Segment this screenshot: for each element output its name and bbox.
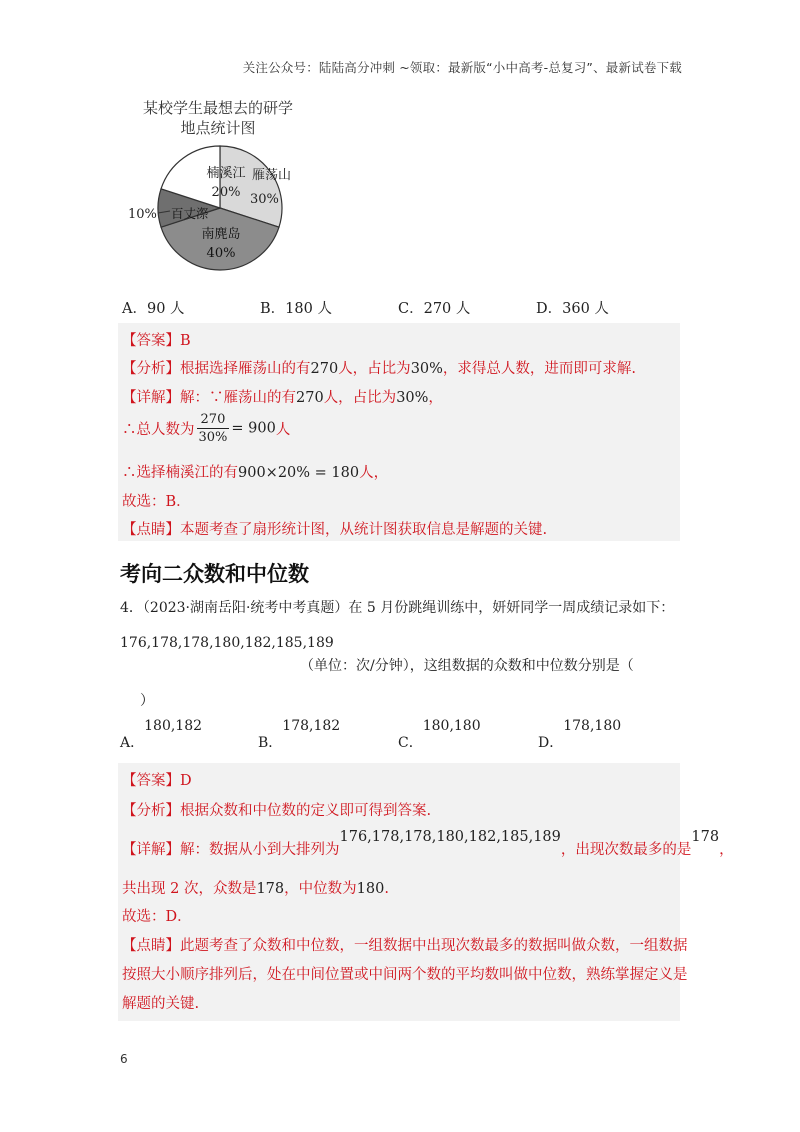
q4-option-b: B．178,182	[258, 718, 341, 751]
page-header: 关注公众号：陆陆高分冲刺 ~领取：最新版“小中高考-总复习”、最新试卷下载	[242, 60, 682, 75]
answer-tag: 【答案】	[122, 333, 180, 349]
q4-option-c: C．180,180	[398, 718, 481, 751]
q3-detail-line: 【详解】解：∵雁荡山的有270人，占比为30%，	[122, 390, 443, 406]
pie-chart-title	[128, 98, 308, 138]
q4-close-paren: ）	[140, 693, 154, 709]
q3-answer-line	[122, 329, 191, 350]
section-title: 考向二众数和中位数	[120, 562, 309, 586]
comment-tag: 【点睛】	[122, 522, 180, 538]
q3-choose-line: ∴选择楠溪江的有900×20% = 180人，	[122, 465, 389, 481]
answer-box-q4	[118, 763, 734, 1021]
detail-tag: 【详解】	[122, 842, 180, 858]
q3-total-line: ∴总人数为 $\frac{270}{30\%}$ = 900人	[122, 412, 291, 445]
comment-tag: 【点睛】	[122, 938, 180, 954]
fraction: $\frac{270}{30\%}$	[198, 412, 228, 445]
q4-pick-line: 故选：D．	[122, 909, 192, 925]
q4-comment-line-1: 【点睛】此题考查了众数和中位数，一组数据中出现次数最多的数据叫做众数，一组数据	[122, 938, 688, 954]
q3-option-a: A．90 人	[122, 301, 185, 317]
q4-analysis-line: 【分析】根据众数和中位数的定义即可得到答案.	[122, 803, 432, 819]
q4-comment-line-3: 解题的关键.	[122, 996, 200, 1012]
page-number: 6	[120, 1052, 128, 1066]
pie-label-slice-1: 南麂岛	[201, 227, 241, 242]
q4-unit: （单位：次/分钟），这组数据的众数和中位数分别是（	[300, 658, 634, 674]
pie-pct-slice-2: 10%	[128, 207, 157, 222]
answer-value: B	[180, 333, 191, 349]
q4-option-a: A．180,182	[120, 718, 203, 751]
answer-tag: 【答案】	[122, 773, 180, 789]
pie-pct-slice-0: 30%	[250, 192, 279, 207]
answer-box-q3	[118, 323, 680, 541]
pie-title-line2: 地点统计图	[180, 119, 256, 137]
q3-analysis-line: 【分析】根据选择雁荡山的有270人，占比为30%，求得总人数，进而即可求解.	[122, 361, 637, 377]
answer-value: D	[180, 773, 192, 789]
pie-label-slice-0: 雁荡山	[252, 168, 292, 183]
q4-answer-line	[122, 769, 192, 790]
q4-stem: 4．（2023·湖南岳阳·统考中考真题）在 5 月份跳绳训练中，妍妍同学一周成绩记录如下：	[120, 600, 675, 616]
detail-tag: 【详解】	[122, 390, 180, 406]
pie-pct-slice-1: 40%	[206, 246, 236, 261]
q4-comment-line-2: 按照大小顺序排列后，处在中间位置或中间两个数的平均数叫做中位数，熟练掌握定义是	[122, 967, 688, 983]
pie-title-line1: 某校学生最想去的研学	[142, 99, 293, 117]
q4-mode-line: 共出现 2 次，众数是178，中位数为180.	[122, 881, 389, 897]
q3-option-c: C．270 人	[398, 301, 471, 317]
analysis-tag: 【分析】	[122, 361, 180, 377]
q4-data: 176,178,178,180,182,185,189	[120, 635, 334, 651]
pie-chart	[118, 140, 318, 280]
pie-label-slice-2: 百丈漈	[171, 206, 209, 221]
q4-detail-line: 【详解】解：数据从小到大排列为176,178,178,180,182,185,189，出现次数最多的是178，	[122, 829, 734, 858]
pie-label-slice-3: 楠溪江	[206, 166, 246, 181]
analysis-tag: 【分析】	[122, 803, 180, 819]
pie-pct-slice-3: 20%	[211, 185, 241, 200]
q3-option-b: B．180 人	[260, 301, 332, 317]
q3-pick-line: 故选：B．	[122, 494, 191, 510]
q4-option-d: D．178,180	[538, 718, 622, 751]
q3-option-d: D．360 人	[536, 301, 609, 317]
q3-comment-line: 【点睛】本题考查了扇形统计图，从统计图获取信息是解题的关键.	[122, 522, 548, 538]
